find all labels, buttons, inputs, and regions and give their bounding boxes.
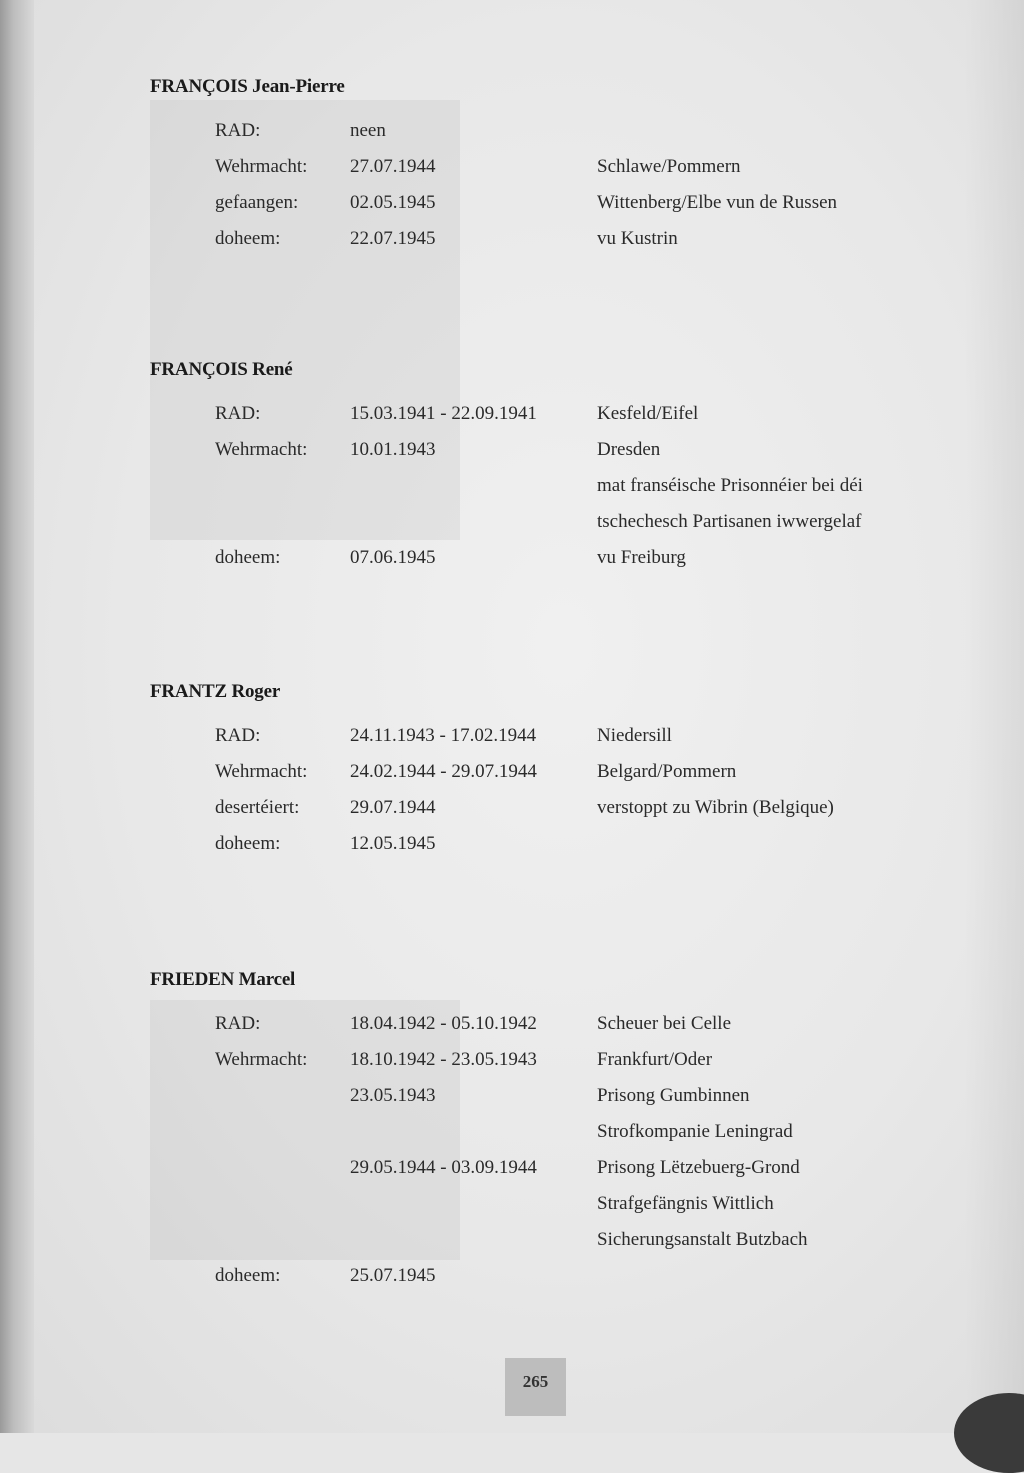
record-row — [150, 1114, 910, 1150]
row-place: mat franséische Prisonnéier bei déi — [597, 475, 863, 496]
row-label: Wehrmacht: — [215, 156, 308, 177]
person-name: FRIEDEN Marcel — [150, 969, 296, 990]
page-number: 265 — [522, 1372, 549, 1391]
row-dates: 12.05.1945 — [350, 833, 436, 854]
person-name: FRANÇOIS René — [150, 359, 293, 380]
row-dates: 07.06.1945 — [350, 547, 436, 568]
record-row — [150, 396, 910, 432]
entry-frantz-roger — [150, 680, 910, 862]
entry-francois-rene — [150, 358, 910, 576]
record-row — [150, 1078, 910, 1114]
row-dates: 15.03.1941 - 22.09.1941 — [350, 403, 537, 424]
record-row — [150, 718, 910, 754]
row-dates: 02.05.1945 — [350, 192, 436, 213]
record-row — [150, 826, 910, 862]
row-dates: 18.10.1942 - 23.05.1943 — [350, 1049, 537, 1070]
record-row — [150, 1258, 910, 1294]
row-place: Frankfurt/Oder — [597, 1049, 713, 1070]
person-name: FRANTZ Roger — [150, 681, 281, 702]
row-place: Prisong Lëtzebuerg-Grond — [597, 1157, 800, 1178]
row-place: vu Kustrin — [597, 228, 678, 249]
row-label: RAD: — [215, 1013, 261, 1034]
row-place: Kesfeld/Eifel — [597, 403, 699, 424]
row-label: doheem: — [215, 228, 281, 249]
record-row — [150, 504, 910, 540]
record-row — [150, 432, 910, 468]
row-label: doheem: — [215, 1265, 281, 1286]
row-label: RAD: — [215, 403, 261, 424]
row-place: Strafgefängnis Wittlich — [597, 1193, 774, 1214]
page-edge-shadow — [964, 0, 1024, 1433]
record-row — [150, 540, 910, 576]
row-dates: 10.01.1943 — [350, 439, 436, 460]
record-row — [150, 221, 910, 257]
record-row — [150, 1150, 910, 1186]
row-place: Niedersill — [597, 725, 672, 746]
record-row — [150, 149, 910, 185]
record-row — [150, 754, 910, 790]
row-dates: 24.02.1944 - 29.07.1944 — [350, 761, 537, 782]
row-place: Dresden — [597, 439, 661, 460]
record-row — [150, 468, 910, 504]
row-place: Schlawe/Pommern — [597, 156, 741, 177]
row-dates: neen — [350, 120, 386, 141]
row-dates: 23.05.1943 — [350, 1085, 436, 1106]
row-label: RAD: — [215, 725, 261, 746]
row-label: doheem: — [215, 547, 281, 568]
row-label: RAD: — [215, 120, 261, 141]
record-row — [150, 1222, 910, 1258]
record-row — [150, 790, 910, 826]
row-label: desertéiert: — [215, 797, 300, 818]
person-name: FRANÇOIS Jean-Pierre — [150, 76, 345, 97]
row-place: Wittenberg/Elbe vun de Russen — [597, 192, 838, 213]
row-place: tschechesch Partisanen iwwergelaf — [597, 511, 862, 532]
record-row — [150, 1042, 910, 1078]
row-dates: 24.11.1943 - 17.02.1944 — [350, 725, 537, 746]
row-label: doheem: — [215, 833, 281, 854]
row-place: Scheuer bei Celle — [597, 1013, 732, 1034]
record-row — [150, 1186, 910, 1222]
entry-francois-jean-pierre — [150, 75, 910, 257]
row-dates: 29.05.1944 - 03.09.1944 — [350, 1157, 537, 1178]
row-place: Prisong Gumbinnen — [597, 1085, 750, 1106]
row-place: Sicherungsanstalt Butzbach — [597, 1229, 808, 1250]
row-place: Belgard/Pommern — [597, 761, 737, 782]
row-dates: 27.07.1944 — [350, 156, 436, 177]
row-dates: 25.07.1945 — [350, 1265, 436, 1286]
row-place: verstoppt zu Wibrin (Belgique) — [597, 797, 834, 818]
book-spine-shadow — [0, 0, 34, 1433]
row-label: Wehrmacht: — [215, 761, 308, 782]
entry-frieden-marcel — [150, 968, 910, 1294]
row-place: vu Freiburg — [597, 547, 686, 568]
record-row — [150, 113, 910, 149]
row-dates: 22.07.1945 — [350, 228, 436, 249]
record-row — [150, 185, 910, 221]
row-dates: 29.07.1944 — [350, 797, 436, 818]
row-place: Strofkompanie Leningrad — [597, 1121, 793, 1142]
record-row — [150, 1006, 910, 1042]
row-label: gefaangen: — [215, 192, 299, 213]
row-dates: 18.04.1942 - 05.10.1942 — [350, 1013, 537, 1034]
row-label: Wehrmacht: — [215, 439, 308, 460]
row-label: Wehrmacht: — [215, 1049, 308, 1070]
